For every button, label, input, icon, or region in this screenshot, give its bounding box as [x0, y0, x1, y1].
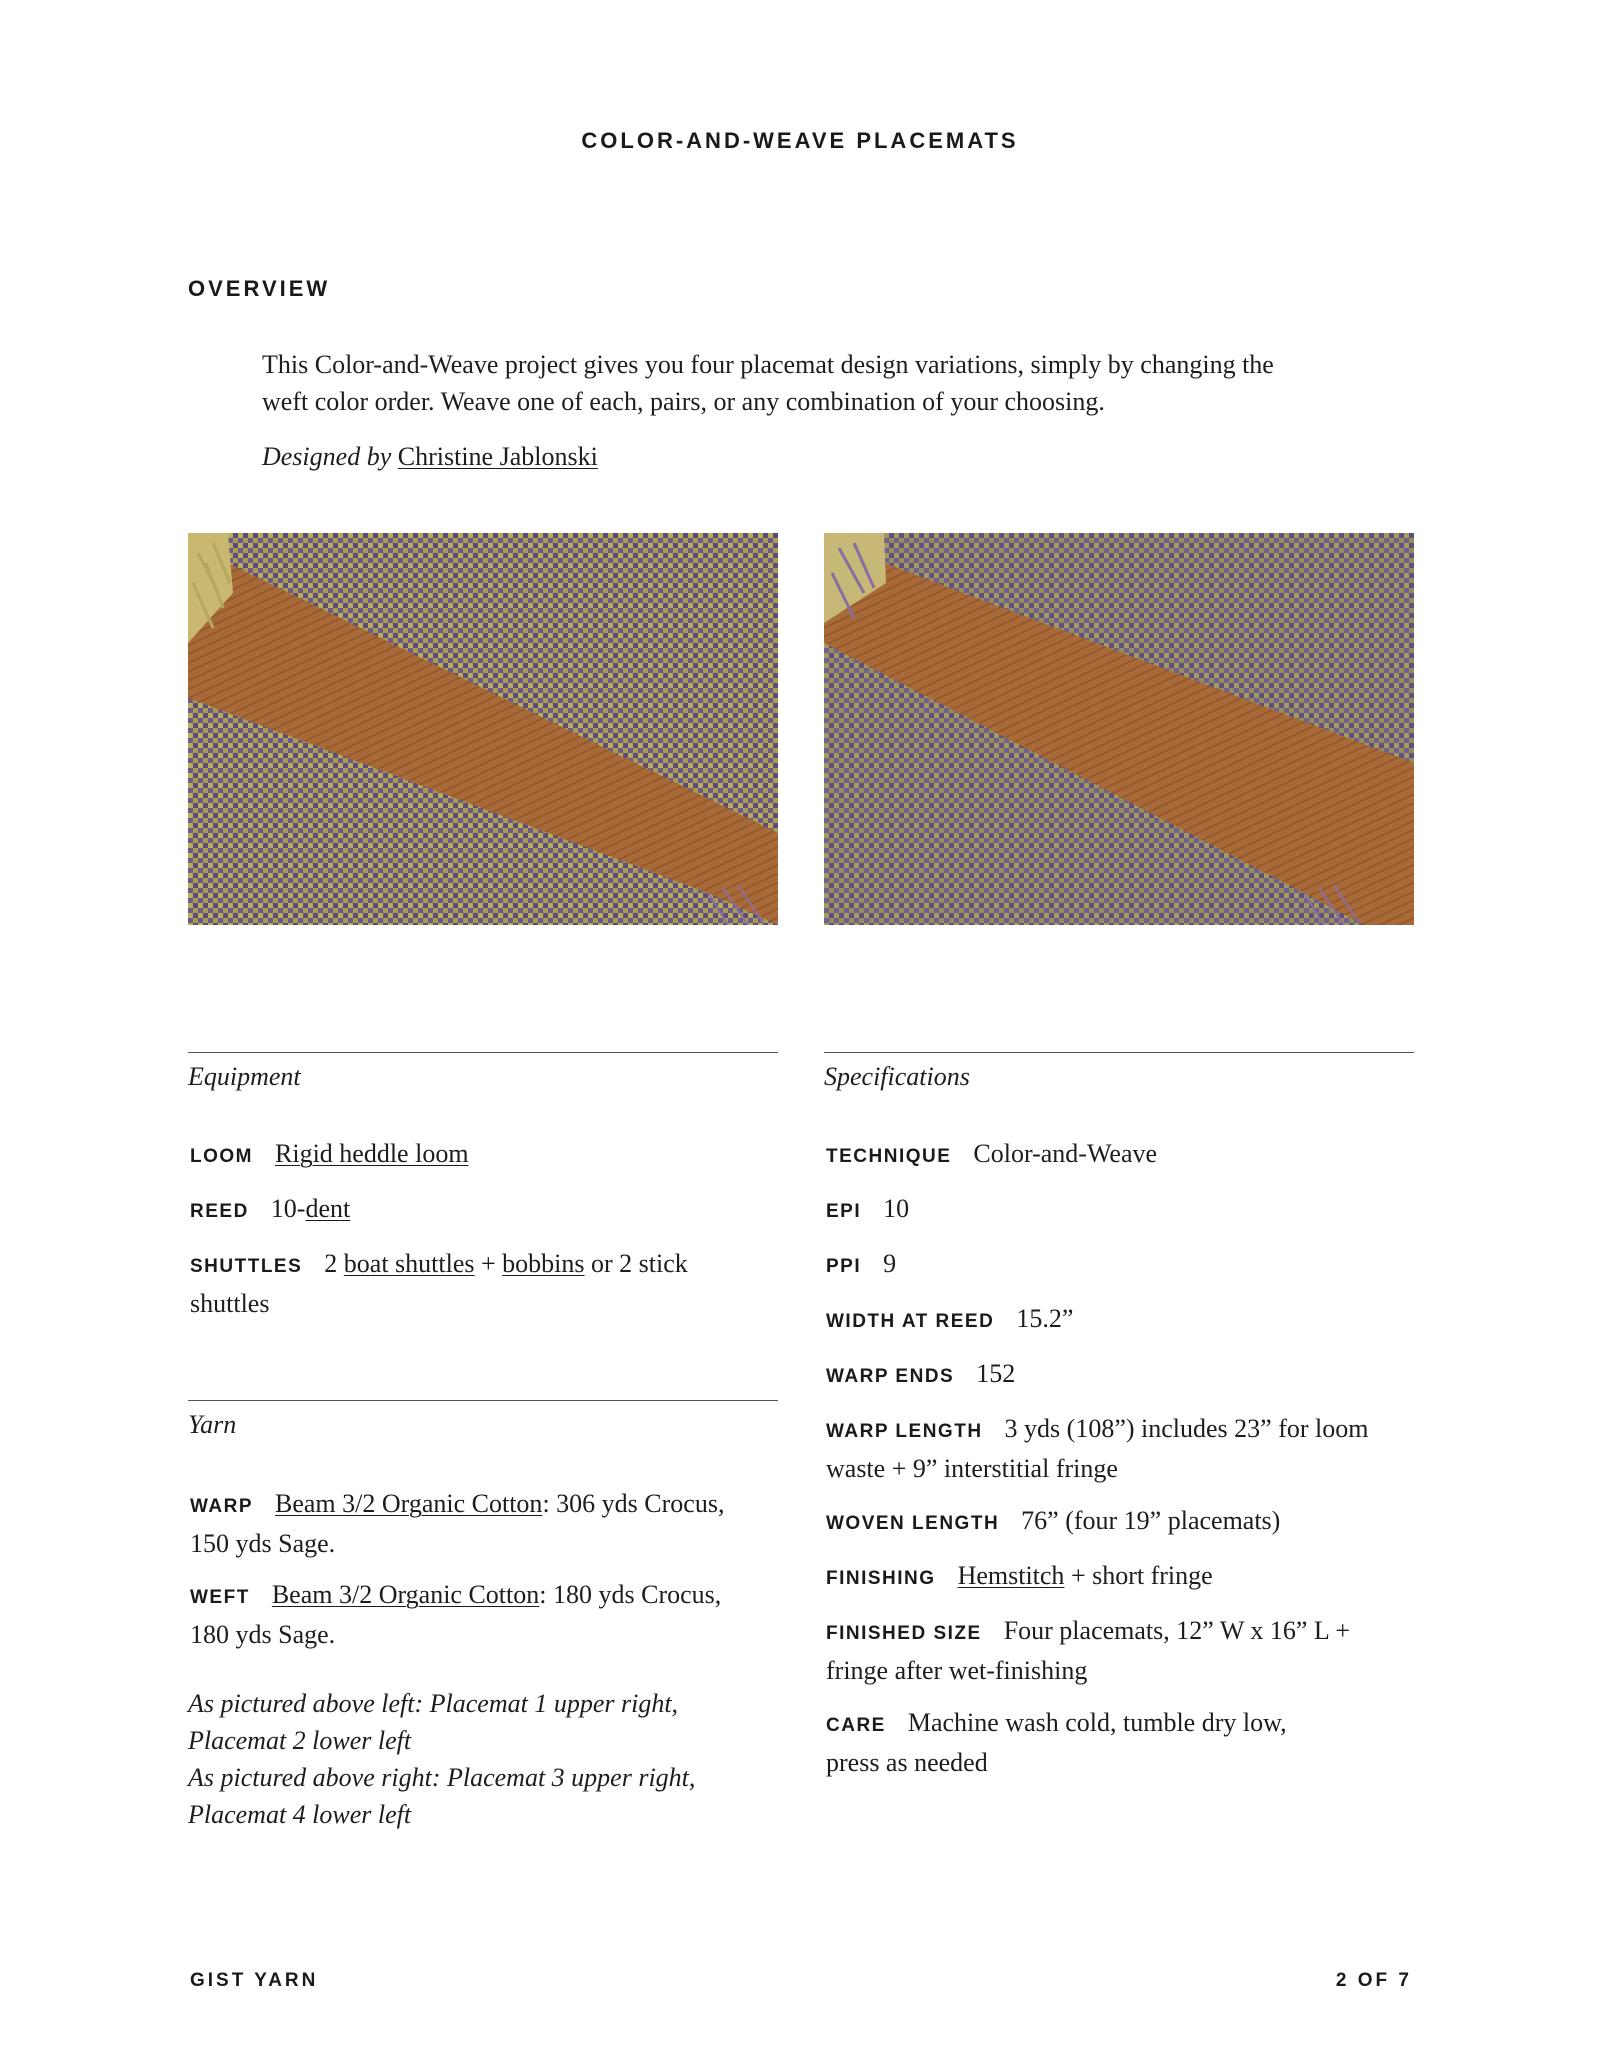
specifications-divider [824, 1052, 1414, 1053]
equipment-reed-row [190, 1190, 780, 1230]
equipment-title: Equipment [188, 1062, 301, 1091]
woven-placemats-image [824, 533, 1414, 925]
warp-yarn-amount: : 306 yds Crocus, [542, 1489, 725, 1518]
yarn-weft-row [190, 1576, 780, 1653]
overview-description-line: This Color-and-Weave project gives you four placemat design variations, simply by changing the [262, 350, 1274, 379]
overview-description-line: weft color order. Weave one of each, pairs, or any combination of your choosing. [262, 387, 1105, 416]
page-number: 2 OF 7 [1335, 1970, 1412, 1991]
bobbins-link[interactable]: bobbins [502, 1249, 585, 1278]
technique-label: TECHNIQUE [826, 1146, 952, 1167]
hemstitch-link[interactable]: Hemstitch [957, 1561, 1065, 1590]
warp-length-value: 3 yds (108”) includes 23” for loom [1004, 1414, 1369, 1443]
placemats-photo-right [824, 533, 1414, 925]
pictured-note [188, 1685, 778, 1833]
spec-finishing-row [826, 1557, 1416, 1597]
designer-link[interactable]: Christine Jablonski [397, 442, 598, 471]
spec-care-row [826, 1704, 1416, 1781]
care-value-line2: press as needed [826, 1748, 988, 1777]
equipment-loom-row [190, 1135, 780, 1175]
finishing-label: FINISHING [826, 1568, 936, 1589]
spec-ppi-row [826, 1245, 1416, 1285]
finished-size-value: Four placemats, 12” W x 16” L + [1003, 1616, 1351, 1645]
pictured-note-line: Placemat 2 lower left [188, 1726, 412, 1755]
warp-length-value-line2: waste + 9” interstitial fringe [826, 1454, 1118, 1483]
yarn-divider [188, 1400, 778, 1401]
width-at-reed-value: 15.2” [1016, 1304, 1074, 1333]
spec-warp-ends-row [826, 1355, 1416, 1395]
pictured-note-line: Placemat 4 lower left [188, 1800, 412, 1829]
care-label: CARE [826, 1715, 886, 1736]
shuttles-count: 2 [324, 1249, 338, 1278]
equipment-divider [188, 1052, 778, 1053]
warp-yarn-link[interactable]: Beam 3/2 Organic Cotton [275, 1489, 543, 1518]
woven-length-label: WOVEN LENGTH [826, 1513, 1000, 1534]
epi-label: EPI [826, 1201, 862, 1222]
overview-description [262, 346, 1362, 420]
designed-by-label: Designed by [262, 442, 392, 471]
loom-label: LOOM [190, 1146, 253, 1167]
woven-length-value: 76” (four 19” placemats) [1021, 1506, 1281, 1535]
woven-placemats-image [188, 533, 778, 925]
finishing-rest: + short fringe [1070, 1561, 1213, 1590]
ppi-label: PPI [826, 1256, 862, 1277]
spec-technique-row [826, 1135, 1416, 1175]
specifications-title: Specifications [824, 1062, 970, 1091]
footer-brand: GIST YARN [190, 1970, 319, 1991]
page-title: COLOR-AND-WEAVE PLACEMATS [581, 128, 1019, 153]
yarn-warp-row [190, 1485, 780, 1562]
dent-link[interactable]: dent [305, 1194, 351, 1223]
pictured-note-line: As pictured above left: Placemat 1 upper right, [188, 1689, 679, 1718]
spec-warp-length-row [826, 1410, 1416, 1487]
epi-value: 10 [883, 1194, 910, 1223]
weft-yarn-link[interactable]: Beam 3/2 Organic Cotton [271, 1580, 540, 1609]
finished-size-label: FINISHED SIZE [826, 1623, 982, 1644]
equipment-shuttles-row [190, 1245, 780, 1322]
weft-yarn-amount-line2: 180 yds Sage. [190, 1620, 336, 1649]
reed-prefix: 10- [270, 1194, 306, 1223]
care-value: Machine wash cold, tumble dry low, [907, 1708, 1287, 1737]
weft-label: WEFT [190, 1587, 250, 1608]
spec-woven-length-row [826, 1502, 1416, 1542]
warp-label: WARP [190, 1496, 253, 1517]
reed-label: REED [190, 1201, 249, 1222]
weft-yarn-amount: : 180 yds Crocus, [539, 1580, 722, 1609]
shuttles-alt: or 2 stick [591, 1249, 688, 1278]
spec-epi-row [826, 1190, 1416, 1230]
shuttles-plus: + [481, 1249, 496, 1278]
ppi-value: 9 [883, 1249, 897, 1278]
warp-ends-value: 152 [976, 1359, 1016, 1388]
technique-value: Color-and-Weave [973, 1139, 1158, 1168]
shuttles-alt-line2: shuttles [190, 1289, 270, 1318]
placemats-photo-left [188, 533, 778, 925]
spec-finished-size-row [826, 1612, 1416, 1689]
warp-ends-label: WARP ENDS [826, 1366, 955, 1387]
width-at-reed-label: WIDTH AT REED [826, 1311, 995, 1332]
pictured-note-line: As pictured above right: Placemat 3 upper right, [188, 1763, 696, 1792]
boat-shuttles-link[interactable]: boat shuttles [343, 1249, 475, 1278]
finished-size-value-line2: fringe after wet-finishing [826, 1656, 1088, 1685]
shuttles-label: SHUTTLES [190, 1256, 303, 1277]
spec-width-row [826, 1300, 1416, 1340]
yarn-title: Yarn [188, 1410, 237, 1439]
warp-length-label: WARP LENGTH [826, 1421, 983, 1442]
overview-heading: OVERVIEW [188, 276, 331, 301]
rigid-heddle-loom-link[interactable]: Rigid heddle loom [275, 1139, 469, 1168]
warp-yarn-amount-line2: 150 yds Sage. [190, 1529, 336, 1558]
designer-credit [262, 438, 1362, 475]
